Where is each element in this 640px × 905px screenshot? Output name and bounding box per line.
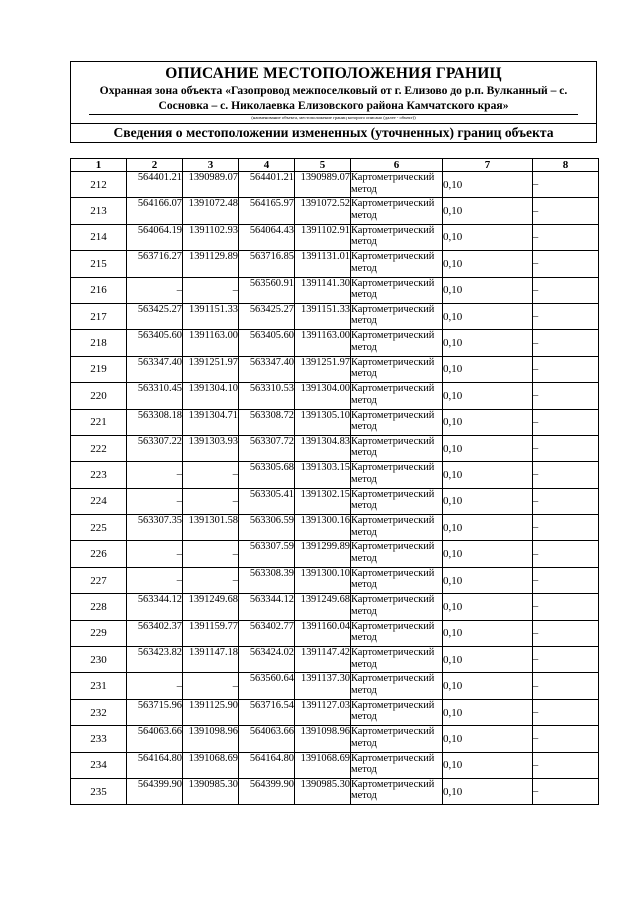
description-cell: – <box>533 251 599 277</box>
y-new-cell: 1391300.10 <box>295 567 351 593</box>
description-cell: – <box>533 594 599 620</box>
description-cell: – <box>533 172 599 198</box>
x-new-cell: 563305.68 <box>239 462 295 488</box>
y-existing-cell: 1391159.77 <box>183 620 239 646</box>
table-row <box>71 620 599 646</box>
y-new-cell: 1391251.97 <box>295 356 351 382</box>
x-existing-cell: 563347.40 <box>127 356 183 382</box>
table-row <box>71 647 599 673</box>
x-new-cell: 563307.72 <box>239 435 295 461</box>
method-cell: Картометрический метод <box>351 277 443 303</box>
accuracy-cell: 0,10 <box>443 488 533 514</box>
table-row <box>71 488 599 514</box>
accuracy-cell: 0,10 <box>443 303 533 329</box>
point-number-cell: 235 <box>71 778 127 804</box>
y-new-cell: 1391147.42 <box>295 647 351 673</box>
y-new-cell: 1391160.04 <box>295 620 351 646</box>
point-number-cell: 214 <box>71 224 127 250</box>
x-existing-cell: 563310.45 <box>127 383 183 409</box>
method-cell: Картометрический метод <box>351 647 443 673</box>
y-new-cell: 1391068.69 <box>295 752 351 778</box>
table-row <box>71 726 599 752</box>
table-row <box>71 330 599 356</box>
description-cell: – <box>533 541 599 567</box>
x-existing-cell: – <box>127 541 183 567</box>
section-subtitle: Сведения о местоположении измененных (уточненных) границ объекта <box>113 125 554 140</box>
y-existing-cell: 1391129.89 <box>183 251 239 277</box>
method-cell: Картометрический метод <box>351 356 443 382</box>
x-existing-cell: 563344.12 <box>127 594 183 620</box>
x-existing-cell: 564399.90 <box>127 778 183 804</box>
point-number-cell: 218 <box>71 330 127 356</box>
point-number-cell: 224 <box>71 488 127 514</box>
y-existing-cell: – <box>183 488 239 514</box>
x-existing-cell: – <box>127 673 183 699</box>
x-existing-cell: – <box>127 277 183 303</box>
method-cell: Картометрический метод <box>351 567 443 593</box>
method-cell: Картометрический метод <box>351 699 443 725</box>
x-existing-cell: 563402.37 <box>127 620 183 646</box>
y-new-cell: 1390985.30 <box>295 778 351 804</box>
x-existing-cell: 563307.22 <box>127 435 183 461</box>
method-cell: Картометрический метод <box>351 198 443 224</box>
table-row <box>71 251 599 277</box>
x-new-cell: 563425.27 <box>239 303 295 329</box>
x-existing-cell: 563308.18 <box>127 409 183 435</box>
y-existing-cell: 1391303.93 <box>183 435 239 461</box>
accuracy-cell: 0,10 <box>443 778 533 804</box>
method-cell: Картометрический метод <box>351 515 443 541</box>
x-new-cell: 563307.59 <box>239 541 295 567</box>
y-existing-cell: 1391098.96 <box>183 726 239 752</box>
y-existing-cell: 1391163.00 <box>183 330 239 356</box>
table-row <box>71 224 599 250</box>
y-existing-cell: – <box>183 462 239 488</box>
x-new-cell: 564165.97 <box>239 198 295 224</box>
point-number-cell: 212 <box>71 172 127 198</box>
description-cell: – <box>533 752 599 778</box>
x-existing-cell: 563423.82 <box>127 647 183 673</box>
x-existing-cell: 564401.21 <box>127 172 183 198</box>
method-cell: Картометрический метод <box>351 303 443 329</box>
accuracy-cell: 0,10 <box>443 699 533 725</box>
method-cell: Картометрический метод <box>351 409 443 435</box>
method-cell: Картометрический метод <box>351 594 443 620</box>
column-header: 8 <box>533 159 599 172</box>
x-existing-cell: 563716.27 <box>127 251 183 277</box>
method-cell: Картометрический метод <box>351 488 443 514</box>
x-existing-cell: 564064.19 <box>127 224 183 250</box>
accuracy-cell: 0,10 <box>443 409 533 435</box>
y-new-cell: 1391249.68 <box>295 594 351 620</box>
method-cell: Картометрический метод <box>351 251 443 277</box>
description-cell: – <box>533 515 599 541</box>
y-existing-cell: 1391251.97 <box>183 356 239 382</box>
point-number-cell: 229 <box>71 620 127 646</box>
description-cell: – <box>533 356 599 382</box>
y-new-cell: 1391304.83 <box>295 435 351 461</box>
accuracy-cell: 0,10 <box>443 224 533 250</box>
accuracy-cell: 0,10 <box>443 383 533 409</box>
point-number-cell: 227 <box>71 567 127 593</box>
y-existing-cell: – <box>183 673 239 699</box>
table-row <box>71 673 599 699</box>
x-existing-cell: 563425.27 <box>127 303 183 329</box>
x-existing-cell: – <box>127 567 183 593</box>
table-row <box>71 699 599 725</box>
method-cell: Картометрический метод <box>351 462 443 488</box>
accuracy-cell: 0,10 <box>443 647 533 673</box>
description-cell: – <box>533 488 599 514</box>
accuracy-cell: 0,10 <box>443 251 533 277</box>
x-existing-cell: – <box>127 462 183 488</box>
column-number-row <box>71 159 599 172</box>
method-cell: Картометрический метод <box>351 224 443 250</box>
y-existing-cell: – <box>183 277 239 303</box>
header-divider <box>71 123 596 124</box>
accuracy-cell: 0,10 <box>443 620 533 646</box>
table-row <box>71 356 599 382</box>
column-header: 4 <box>239 159 295 172</box>
x-existing-cell: 563715.96 <box>127 699 183 725</box>
y-existing-cell: – <box>183 567 239 593</box>
accuracy-cell: 0,10 <box>443 435 533 461</box>
y-new-cell: 1390989.07 <box>295 172 351 198</box>
point-number-cell: 233 <box>71 726 127 752</box>
y-new-cell: 1391303.15 <box>295 462 351 488</box>
x-new-cell: 564064.43 <box>239 224 295 250</box>
point-number-cell: 228 <box>71 594 127 620</box>
y-new-cell: 1391127.03 <box>295 699 351 725</box>
description-cell: – <box>533 647 599 673</box>
object-name-line-2: Сосновка – с. Николаевка Елизовского района Камчатского края» <box>158 99 509 112</box>
column-header: 7 <box>443 159 533 172</box>
description-cell: – <box>533 409 599 435</box>
table-row <box>71 172 599 198</box>
accuracy-cell: 0,10 <box>443 541 533 567</box>
column-header: 3 <box>183 159 239 172</box>
y-new-cell: 1391300.16 <box>295 515 351 541</box>
accuracy-cell: 0,10 <box>443 277 533 303</box>
table-row <box>71 383 599 409</box>
description-cell: – <box>533 699 599 725</box>
accuracy-cell: 0,10 <box>443 198 533 224</box>
y-existing-cell: 1391147.18 <box>183 647 239 673</box>
point-number-cell: 231 <box>71 673 127 699</box>
y-new-cell: 1391163.00 <box>295 330 351 356</box>
y-existing-cell: 1391301.58 <box>183 515 239 541</box>
point-number-cell: 215 <box>71 251 127 277</box>
x-new-cell: 563424.02 <box>239 647 295 673</box>
method-cell: Картометрический метод <box>351 172 443 198</box>
x-new-cell: 564401.21 <box>239 172 295 198</box>
y-existing-cell: 1391249.68 <box>183 594 239 620</box>
point-number-cell: 223 <box>71 462 127 488</box>
x-new-cell: 563310.53 <box>239 383 295 409</box>
x-existing-cell: 563405.60 <box>127 330 183 356</box>
x-new-cell: 563560.64 <box>239 673 295 699</box>
column-header: 1 <box>71 159 127 172</box>
point-number-cell: 213 <box>71 198 127 224</box>
y-existing-cell: 1391151.33 <box>183 303 239 329</box>
method-cell: Картометрический метод <box>351 673 443 699</box>
accuracy-cell: 0,10 <box>443 726 533 752</box>
description-cell: – <box>533 277 599 303</box>
y-existing-cell: 1391102.93 <box>183 224 239 250</box>
y-new-cell: 1391305.10 <box>295 409 351 435</box>
x-new-cell: 563560.91 <box>239 277 295 303</box>
description-cell: – <box>533 778 599 804</box>
y-existing-cell: 1391304.10 <box>183 383 239 409</box>
x-new-cell: 564063.66 <box>239 726 295 752</box>
column-header: 5 <box>295 159 351 172</box>
table-row <box>71 752 599 778</box>
table-row <box>71 778 599 804</box>
method-cell: Картометрический метод <box>351 330 443 356</box>
description-cell: – <box>533 567 599 593</box>
point-number-cell: 225 <box>71 515 127 541</box>
x-new-cell: 563308.39 <box>239 567 295 593</box>
table-row <box>71 567 599 593</box>
method-cell: Картометрический метод <box>351 435 443 461</box>
accuracy-cell: 0,10 <box>443 752 533 778</box>
x-new-cell: 563402.77 <box>239 620 295 646</box>
point-number-cell: 222 <box>71 435 127 461</box>
accuracy-cell: 0,10 <box>443 515 533 541</box>
x-new-cell: 563344.12 <box>239 594 295 620</box>
description-cell: – <box>533 303 599 329</box>
point-number-cell: 216 <box>71 277 127 303</box>
object-name-line-1: Охранная зона объекта «Газопровод межпоселковый от г. Елизово до р.п. Вулканный – с. <box>99 84 568 97</box>
x-existing-cell: – <box>127 488 183 514</box>
accuracy-cell: 0,10 <box>443 462 533 488</box>
table-row <box>71 409 599 435</box>
x-new-cell: 563306.59 <box>239 515 295 541</box>
method-cell: Картометрический метод <box>351 620 443 646</box>
point-number-cell: 221 <box>71 409 127 435</box>
x-new-cell: 563308.72 <box>239 409 295 435</box>
y-existing-cell: 1391125.90 <box>183 699 239 725</box>
accuracy-cell: 0,10 <box>443 330 533 356</box>
y-new-cell: 1391299.89 <box>295 541 351 567</box>
table-row <box>71 462 599 488</box>
object-name-caption: (наименование объекта, местоположение границ которого описано (далее - объект)) <box>251 115 416 120</box>
x-new-cell: 564399.90 <box>239 778 295 804</box>
table-row <box>71 303 599 329</box>
y-new-cell: 1391102.91 <box>295 224 351 250</box>
x-new-cell: 564164.80 <box>239 752 295 778</box>
method-cell: Картометрический метод <box>351 752 443 778</box>
x-existing-cell: 564164.80 <box>127 752 183 778</box>
y-existing-cell: 1390985.30 <box>183 778 239 804</box>
description-cell: – <box>533 224 599 250</box>
accuracy-cell: 0,10 <box>443 356 533 382</box>
description-cell: – <box>533 330 599 356</box>
y-new-cell: 1391072.52 <box>295 198 351 224</box>
y-new-cell: 1391151.33 <box>295 303 351 329</box>
point-number-cell: 234 <box>71 752 127 778</box>
x-existing-cell: 564166.07 <box>127 198 183 224</box>
y-existing-cell: 1391304.71 <box>183 409 239 435</box>
x-new-cell: 563347.40 <box>239 356 295 382</box>
x-new-cell: 563405.60 <box>239 330 295 356</box>
method-cell: Картометрический метод <box>351 778 443 804</box>
description-cell: – <box>533 435 599 461</box>
point-number-cell: 219 <box>71 356 127 382</box>
coordinates-table <box>70 158 599 805</box>
point-number-cell: 220 <box>71 383 127 409</box>
point-number-cell: 232 <box>71 699 127 725</box>
y-new-cell: 1391131.01 <box>295 251 351 277</box>
description-cell: – <box>533 462 599 488</box>
accuracy-cell: 0,10 <box>443 172 533 198</box>
y-new-cell: 1391137.30 <box>295 673 351 699</box>
x-new-cell: 563305.41 <box>239 488 295 514</box>
table-row <box>71 541 599 567</box>
description-cell: – <box>533 620 599 646</box>
column-header: 6 <box>351 159 443 172</box>
x-existing-cell: 564063.66 <box>127 726 183 752</box>
table-row <box>71 515 599 541</box>
y-existing-cell: 1391068.69 <box>183 752 239 778</box>
table-row <box>71 594 599 620</box>
method-cell: Картометрический метод <box>351 383 443 409</box>
y-existing-cell: 1391072.48 <box>183 198 239 224</box>
table-row <box>71 277 599 303</box>
method-cell: Картометрический метод <box>351 541 443 567</box>
y-existing-cell: – <box>183 541 239 567</box>
y-new-cell: 1391302.15 <box>295 488 351 514</box>
accuracy-cell: 0,10 <box>443 673 533 699</box>
method-cell: Картометрический метод <box>351 726 443 752</box>
y-new-cell: 1391304.00 <box>295 383 351 409</box>
accuracy-cell: 0,10 <box>443 594 533 620</box>
x-existing-cell: 563307.35 <box>127 515 183 541</box>
description-cell: – <box>533 673 599 699</box>
accuracy-cell: 0,10 <box>443 567 533 593</box>
point-number-cell: 226 <box>71 541 127 567</box>
table-row <box>71 198 599 224</box>
description-cell: – <box>533 198 599 224</box>
document-header <box>70 61 597 143</box>
y-new-cell: 1391141.30 <box>295 277 351 303</box>
table-row <box>71 435 599 461</box>
x-new-cell: 563716.54 <box>239 699 295 725</box>
column-header: 2 <box>127 159 183 172</box>
description-cell: – <box>533 383 599 409</box>
point-number-cell: 230 <box>71 647 127 673</box>
x-new-cell: 563716.85 <box>239 251 295 277</box>
document-title: ОПИСАНИЕ МЕСТОПОЛОЖЕНИЯ ГРАНИЦ <box>165 65 502 82</box>
y-existing-cell: 1390989.07 <box>183 172 239 198</box>
description-cell: – <box>533 726 599 752</box>
point-number-cell: 217 <box>71 303 127 329</box>
y-new-cell: 1391098.96 <box>295 726 351 752</box>
